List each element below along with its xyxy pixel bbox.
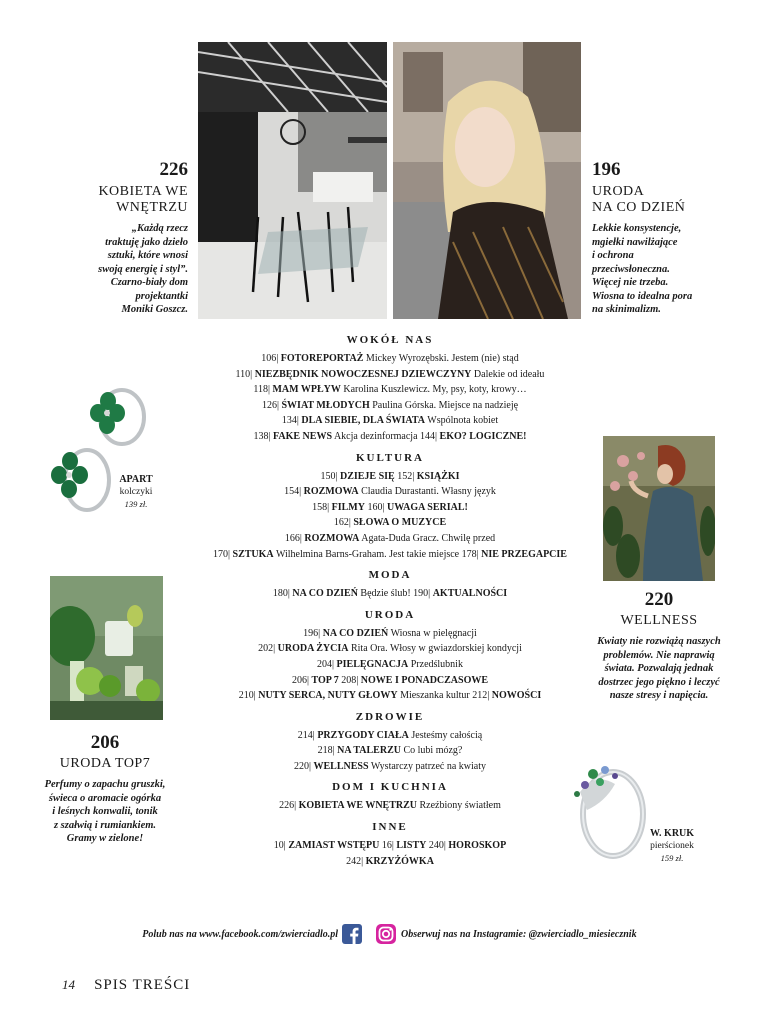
instagram-link[interactable]: Obserwuj nas na Instagramie: @zwierciadlo_miesiecznik (401, 929, 637, 940)
woman-smelling-roses-painting (603, 436, 715, 581)
toc-entry-title: KOBIETA WE WNĘTRZU (298, 800, 417, 812)
product-price: 139 zł. (124, 499, 148, 509)
feature-beauty[interactable] (592, 160, 762, 317)
toc-entry-text: Karolina Kuszlewicz. My, psy, koty, krowy… (340, 384, 527, 396)
toc-section-heading: URODA (364, 608, 416, 621)
green-cosmetics-photo (50, 576, 163, 720)
feature-page-number: 196 (592, 159, 621, 180)
toc-entry-text: 154| (284, 486, 304, 498)
toc-entry-title: MAM WPŁYW (272, 384, 341, 396)
page-number: 14 (62, 977, 75, 992)
toc-entry-text: 226| (279, 800, 299, 812)
facebook-icon[interactable] (342, 924, 362, 944)
toc-entry-title: NIE PRZEGAPCIE (481, 548, 567, 560)
toc-entry-text: Wilhelmina Barns-Graham. Jest takie miejsce 178| (273, 548, 482, 560)
toc-entry[interactable] (200, 500, 580, 516)
earrings-product-caption (108, 474, 164, 510)
toc-entry[interactable] (200, 413, 580, 429)
toc-entry-text: Wiosna w pielęgnacji (388, 627, 477, 639)
social-bar (0, 924, 782, 946)
toc-entry-text: 218| (317, 745, 338, 757)
feature-description: Lekkie konsystencje, mgiełki nawilżające i ochrona przeciwsłoneczna. Więcej nie trzeba. Wiosna to idealna pora na skinimalizm. (592, 223, 693, 315)
toc-entry-title: NA CO DZIEŃ (292, 588, 358, 600)
feature-top7[interactable] (20, 733, 190, 846)
toc-entry-title: FILMY (331, 501, 365, 513)
toc-entry[interactable] (200, 586, 580, 602)
toc-entry-text: 206| (291, 674, 312, 686)
toc-entry[interactable] (200, 688, 580, 704)
toc-entry-text: 170| (213, 548, 233, 560)
toc-entry-text: 16| (379, 840, 397, 852)
toc-entry[interactable] (200, 641, 580, 657)
toc-entry-text: 196| (303, 627, 323, 639)
toc-entry-text: 242| (346, 855, 366, 867)
toc-section-uroda (200, 608, 580, 704)
toc-entry[interactable] (200, 531, 580, 547)
toc-entry[interactable] (200, 429, 580, 445)
product-brand: APART (119, 474, 153, 485)
toc-entry-title: FAKE NEWS (273, 430, 333, 442)
feature-description: Perfumy o zapachu gruszki, świeca o aromacie ogórka i leśnych konwalii, tonik z szałwią i rumiankiem. Gramy w zielone! (44, 779, 166, 844)
toc-entry-title: WELLNESS (313, 760, 369, 772)
woman-portrait-photo (393, 42, 581, 319)
toc-entry-text: Akcja dezinformacja 144| (332, 430, 440, 442)
toc-entry-text: Claudia Durastanti. Własny język (358, 486, 496, 498)
toc-entry-text: Rita Ora. Włosy w gwiazdorskiej kondycji (348, 643, 522, 655)
section-title: SPIS TREŚCI (94, 977, 191, 993)
toc-entry-text: Paulina Górska. Miejsce na nadzieję (369, 399, 519, 411)
toc-entry-title: NOWOŚCI (491, 690, 542, 702)
toc-entry-title: UWAGA SERIAL! (387, 501, 468, 513)
toc-entry-title: DZIEJE SIĘ (339, 470, 395, 482)
toc-entry[interactable] (200, 382, 580, 398)
toc-entry[interactable] (200, 469, 580, 485)
toc-entry[interactable] (200, 515, 580, 531)
toc-entry-text: 162| (333, 517, 354, 529)
toc-entry-title: ZAMIAST WSTĘPU (288, 840, 380, 852)
toc-entry-text: Co lubi mózg? (400, 745, 463, 757)
toc-entry-text: 134| (281, 415, 302, 427)
instagram-icon[interactable] (376, 924, 396, 944)
toc-entry-text: 152| (394, 470, 417, 482)
feature-page-number: 206 (90, 732, 120, 753)
toc-entry[interactable] (200, 854, 580, 870)
toc-entry-title: NA CO DZIEŃ (322, 627, 389, 639)
toc-entry-text: 158| (312, 501, 332, 513)
feature-description: Kwiaty nie rozwiążą naszych problemów. Nie naprawią świata. Pozwalają jednak dostrzec jego piękno i leczyć nasze stresy i napięcia. (597, 636, 721, 701)
toc-entry-text: Rzeźbiony światłem (417, 800, 501, 812)
toc-entry-text: 160| (364, 501, 387, 513)
toc-entry-title: LISTY (396, 840, 427, 852)
toc-section-kultura (200, 451, 580, 563)
toc-entry-text: Przedślubnik (408, 658, 463, 670)
toc-entry-title: NA TALERZU (337, 745, 401, 757)
toc-section-heading: KULTURA (356, 451, 424, 464)
feature-title: URODA TOP7 (59, 756, 151, 771)
feature-title: KOBIETA WE WNĘTRZU (98, 184, 188, 215)
toc-entry-text: 150| (320, 470, 340, 482)
toc-entry-text: 220| (293, 760, 314, 772)
toc-entry[interactable] (200, 798, 580, 814)
toc-entry-title: AKTUALNOŚCI (432, 588, 508, 600)
toc-entry-title: PRZYGODY CIAŁA (317, 729, 409, 741)
toc-entry-title: TOP 7 (311, 674, 339, 686)
feature-description: „Każdą rzecz traktuję jako dzieło sztuki, które wnosi swoją energię i styl”. Czarno-biały dom projektantki Moniki Goszcz. (98, 223, 188, 315)
toc-entry-text: Będzie ślub! 190| (357, 588, 433, 600)
toc-entry[interactable] (200, 626, 580, 642)
toc-entry-title: ROZMOWA (304, 532, 360, 544)
feature-title: URODA NA CO DZIEŃ (592, 184, 686, 215)
toc-entry[interactable] (200, 657, 580, 673)
toc-entry-title: ŚWIAT MŁODYCH (281, 399, 370, 411)
toc-entry[interactable] (200, 351, 580, 367)
toc-entry-title: EKO? LOGICZNE! (439, 430, 527, 442)
product-brand: W. KRUK (649, 828, 695, 839)
toc-entry-text: 106| (261, 353, 281, 364)
toc-entry-text: 138| (253, 430, 274, 442)
toc-entry[interactable] (200, 547, 580, 563)
toc-entry-text: 214| (297, 729, 318, 741)
toc-entry-text: 204| (317, 658, 337, 670)
product-price: 159 zł. (660, 853, 684, 863)
feature-page-number: 226 (159, 159, 188, 180)
toc-entry-title: FOTOREPORTAŻ (280, 353, 364, 364)
table-of-contents (200, 333, 580, 869)
toc-entry[interactable] (200, 367, 580, 383)
toc-entry-text: Wystarczy patrzeć na kwiaty (368, 760, 487, 772)
feature-interior[interactable] (60, 160, 188, 317)
toc-entry-text: 118| (253, 384, 273, 396)
toc-entry-text: 180| (272, 588, 293, 600)
toc-entry-text: Wspólnota kobiet (424, 415, 499, 427)
toc-entry-title: SŁOWA O MUZYCE (353, 517, 447, 529)
feature-title: WELLNESS (620, 613, 698, 628)
toc-entry[interactable] (200, 484, 580, 500)
product-type: kolczyki (119, 487, 153, 497)
toc-section-heading: DOM I KUCHNIA (332, 781, 448, 794)
toc-entry-title: DLA SIEBIE, DLA ŚWIATA (301, 415, 425, 427)
toc-section-dom (200, 780, 580, 814)
toc-entry-text: Mickey Wyrozębski. Jestem (nie) stąd (363, 353, 519, 364)
product-type: pierścionek (650, 841, 694, 851)
toc-entry-title: KRZYŻÓWKA (365, 855, 434, 867)
toc-entry[interactable] (200, 759, 580, 775)
toc-entry-title: URODA ŻYCIA (277, 643, 349, 655)
toc-entry-text: Dalekie od ideału (471, 368, 545, 380)
facebook-link[interactable]: Polub nas na www.facebook.com/zwierciadlo.pl (142, 929, 338, 940)
toc-entry-title: PIELĘGNACJA (336, 658, 409, 670)
toc-entry-text: 126| (261, 399, 282, 411)
toc-section-inne (200, 820, 580, 869)
toc-section-zdrowie (200, 710, 580, 775)
toc-entry-title: SZTUKA (232, 548, 274, 560)
toc-entry-title: NIEZBĘDNIK NOWOCZESNEJ DZIEWCZYNY (254, 368, 472, 380)
toc-entry-title: NUTY SERCA, NUTY GŁOWY (258, 690, 398, 702)
toc-entry-text: Agata-Duda Gracz. Chwilę przed (359, 532, 496, 544)
toc-section-heading: ZDROWIE (355, 710, 425, 723)
toc-entry-text: 208| (338, 674, 361, 686)
toc-entry-text: Jesteśmy całością (408, 729, 483, 741)
toc-entry-text: 166| (284, 532, 305, 544)
toc-entry-text: 202| (258, 643, 278, 655)
toc-entry-text: 210| (238, 690, 259, 702)
toc-entry-title: HOROSKOP (448, 840, 507, 852)
toc-entry[interactable] (200, 728, 580, 744)
interior-photo (198, 42, 387, 319)
toc-entry[interactable] (200, 673, 580, 689)
toc-entry-text: Mieszanka kultur 212| (397, 690, 492, 702)
toc-entry-title: NOWE I PONADCZASOWE (360, 674, 489, 686)
feature-wellness[interactable] (580, 590, 738, 703)
toc-section-moda (200, 568, 580, 602)
toc-entry-text: 110| (235, 368, 255, 380)
toc-entry-title: ROZMOWA (303, 486, 359, 498)
page-footer (62, 974, 362, 994)
toc-section-heading: MODA (368, 569, 412, 582)
toc-section-heading: INNE (372, 821, 408, 834)
toc-entry[interactable] (200, 398, 580, 414)
ring-product-caption (640, 828, 704, 864)
feature-page-number: 220 (644, 589, 674, 610)
toc-entry[interactable] (200, 743, 580, 759)
toc-entry-title: KSIĄŻKI (416, 470, 460, 482)
toc-entry-text: 10| (273, 840, 289, 852)
toc-section-wokol (200, 333, 580, 445)
toc-entry[interactable] (200, 838, 580, 854)
toc-section-heading: WOKÓŁ NAS (346, 334, 434, 346)
toc-entry-text: 240| (426, 840, 449, 852)
